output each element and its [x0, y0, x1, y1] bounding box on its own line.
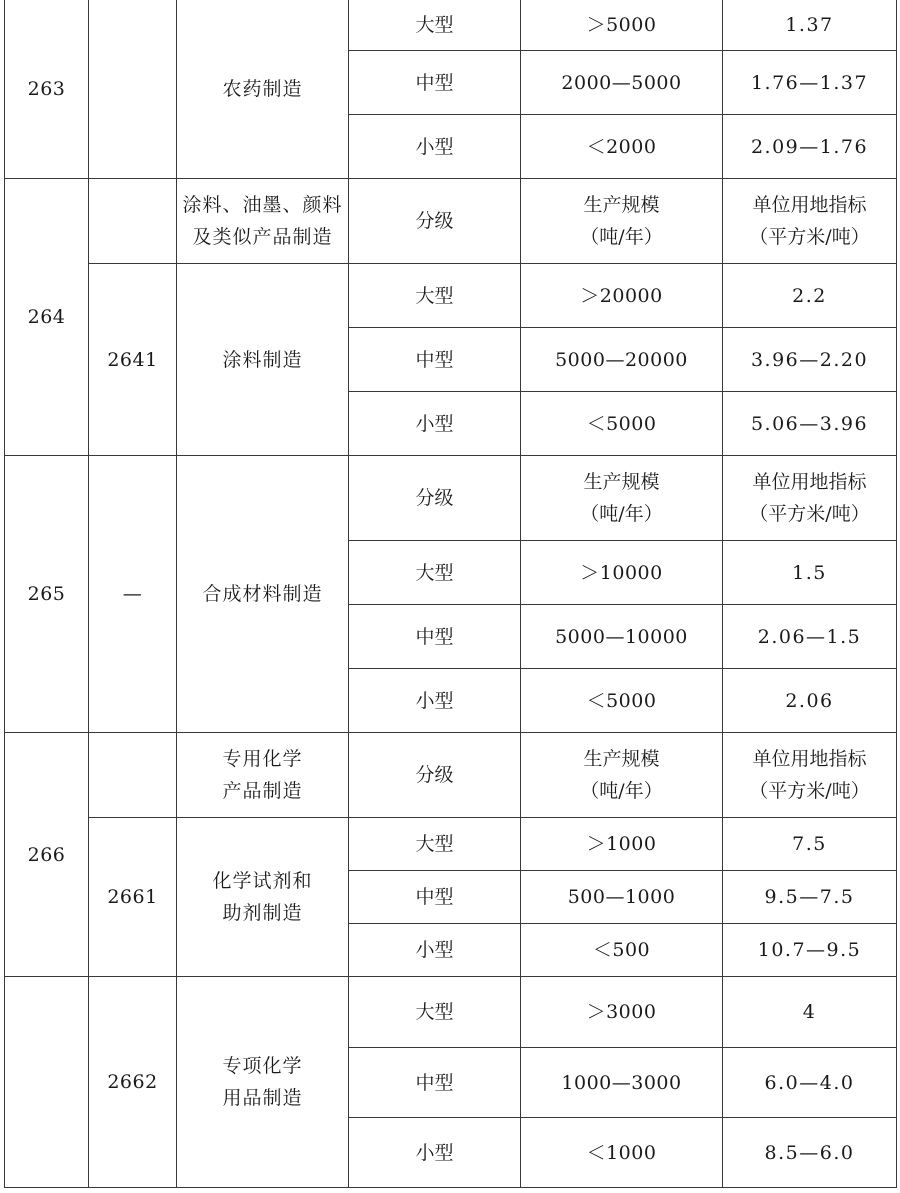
index-header-line: 单位用地指标: [752, 748, 867, 770]
grade-cell: 中型: [349, 871, 521, 924]
industry-name-line: 涂料制造: [222, 348, 303, 371]
table-row: [5, 179, 897, 264]
grade-cell: 小型: [349, 392, 521, 456]
table-row: [5, 733, 897, 818]
scale-cell: ＞10000: [521, 541, 723, 605]
index-cell: 10.7—9.5: [723, 924, 897, 977]
scale-cell: 5000—20000: [521, 328, 723, 392]
scale-cell: 500—1000: [521, 871, 723, 924]
index-header-unit: （平方米/吨）: [749, 503, 870, 525]
industry-name-line: 农药制造: [222, 77, 303, 100]
grade-cell: 小型: [349, 669, 521, 733]
scale-header-cell: [521, 733, 723, 818]
scale-header-line: 生产规模: [583, 471, 660, 493]
scale-header-unit: （吨/年）: [580, 503, 663, 525]
index-header-cell: [723, 733, 897, 818]
index-header-line: 单位用地指标: [752, 194, 867, 216]
index-cell: 9.5—7.5: [723, 871, 897, 924]
index-cell: 4: [723, 977, 897, 1048]
scale-cell: ＞1000: [521, 818, 723, 871]
industry-name-cell: [177, 456, 349, 733]
table-row: [5, 264, 897, 328]
index-cell: 5.06—3.96: [723, 392, 897, 456]
index-cell: 2.2: [723, 264, 897, 328]
scale-cell: ＞5000: [521, 0, 723, 51]
grade-cell: 中型: [349, 328, 521, 392]
table-row: [5, 818, 897, 871]
scale-header-cell: [521, 179, 723, 264]
index-header-line: 单位用地指标: [752, 471, 867, 493]
index-header-unit: （平方米/吨）: [749, 780, 870, 802]
sub-code-cell: [89, 733, 177, 818]
index-cell: 1.37: [723, 0, 897, 51]
industry-name-line: 化学试剂和: [212, 870, 313, 892]
industry-name-line: 专用化学: [222, 748, 303, 770]
sub-code-cell: 2641: [89, 264, 177, 456]
scale-cell: ＜1000: [521, 1118, 723, 1188]
index-cell: 2.06—1.5: [723, 605, 897, 669]
grade-cell: 小型: [349, 1118, 521, 1188]
scale-header-unit: （吨/年）: [580, 226, 663, 248]
scale-cell: ＞20000: [521, 264, 723, 328]
industry-code-cell: 263: [5, 0, 89, 179]
index-cell: 6.0—4.0: [723, 1048, 897, 1118]
grade-cell: 大型: [349, 541, 521, 605]
land-use-index-table: [4, 0, 897, 1188]
index-cell: 1.5: [723, 541, 897, 605]
index-header-unit: （平方米/吨）: [749, 226, 870, 248]
scale-cell: ＞3000: [521, 977, 723, 1048]
grade-header-cell: 分级: [349, 456, 521, 541]
table-row: [5, 0, 897, 51]
industry-name-line: 及类似产品制造: [192, 226, 333, 248]
industry-name-cell: [177, 179, 349, 264]
sub-code-cell: 2662: [89, 977, 177, 1188]
industry-code-cell: [5, 977, 89, 1188]
industry-name-line: 合成材料制造: [202, 583, 323, 605]
index-header-cell: [723, 179, 897, 264]
industry-name-cell: [177, 264, 349, 456]
index-header-cell: [723, 456, 897, 541]
industry-name-line: 用品制造: [222, 1087, 303, 1109]
grade-cell: 小型: [349, 924, 521, 977]
industry-name-line: 助剂制造: [222, 902, 303, 924]
scale-cell: ＜5000: [521, 392, 723, 456]
industry-code-cell: 264: [5, 179, 89, 456]
scale-header-unit: （吨/年）: [580, 780, 663, 802]
scale-header-line: 生产规模: [583, 748, 660, 770]
industry-code-cell: 265: [5, 456, 89, 733]
industry-code-cell: 266: [5, 733, 89, 977]
scale-cell: 1000—3000: [521, 1048, 723, 1118]
scale-cell: ＜2000: [521, 115, 723, 179]
scale-cell: ＜5000: [521, 669, 723, 733]
grade-cell: 中型: [349, 51, 521, 115]
sub-code-cell: —: [89, 456, 177, 733]
industry-name-line: 专项化学: [222, 1055, 303, 1077]
grade-cell: 小型: [349, 115, 521, 179]
industry-name-cell: [177, 0, 349, 179]
index-cell: 3.96—2.20: [723, 328, 897, 392]
table-row: [5, 456, 897, 541]
sub-code-cell: [89, 179, 177, 264]
grade-cell: 中型: [349, 1048, 521, 1118]
sub-code-cell: 2661: [89, 818, 177, 977]
index-cell: 2.06: [723, 669, 897, 733]
industry-name-line: 涂料、油墨、颜料: [182, 194, 343, 216]
index-cell: 2.09—1.76: [723, 115, 897, 179]
scale-header-line: 生产规模: [583, 194, 660, 216]
scale-cell: 5000—10000: [521, 605, 723, 669]
industry-name-cell: [177, 733, 349, 818]
scale-cell: 2000—5000: [521, 51, 723, 115]
table-row: [5, 977, 897, 1048]
scale-header-cell: [521, 456, 723, 541]
grade-cell: 大型: [349, 977, 521, 1048]
industry-name-cell: [177, 977, 349, 1188]
grade-header-cell: 分级: [349, 733, 521, 818]
scale-cell: ＜500: [521, 924, 723, 977]
index-cell: 1.76—1.37: [723, 51, 897, 115]
industry-name-cell: [177, 818, 349, 977]
grade-cell: 大型: [349, 818, 521, 871]
sub-code-cell: [89, 0, 177, 179]
index-cell: 7.5: [723, 818, 897, 871]
grade-cell: 大型: [349, 0, 521, 51]
grade-cell: 中型: [349, 605, 521, 669]
grade-header-cell: 分级: [349, 179, 521, 264]
grade-cell: 大型: [349, 264, 521, 328]
index-cell: 8.5—6.0: [723, 1118, 897, 1188]
industry-name-line: 产品制造: [222, 780, 303, 802]
